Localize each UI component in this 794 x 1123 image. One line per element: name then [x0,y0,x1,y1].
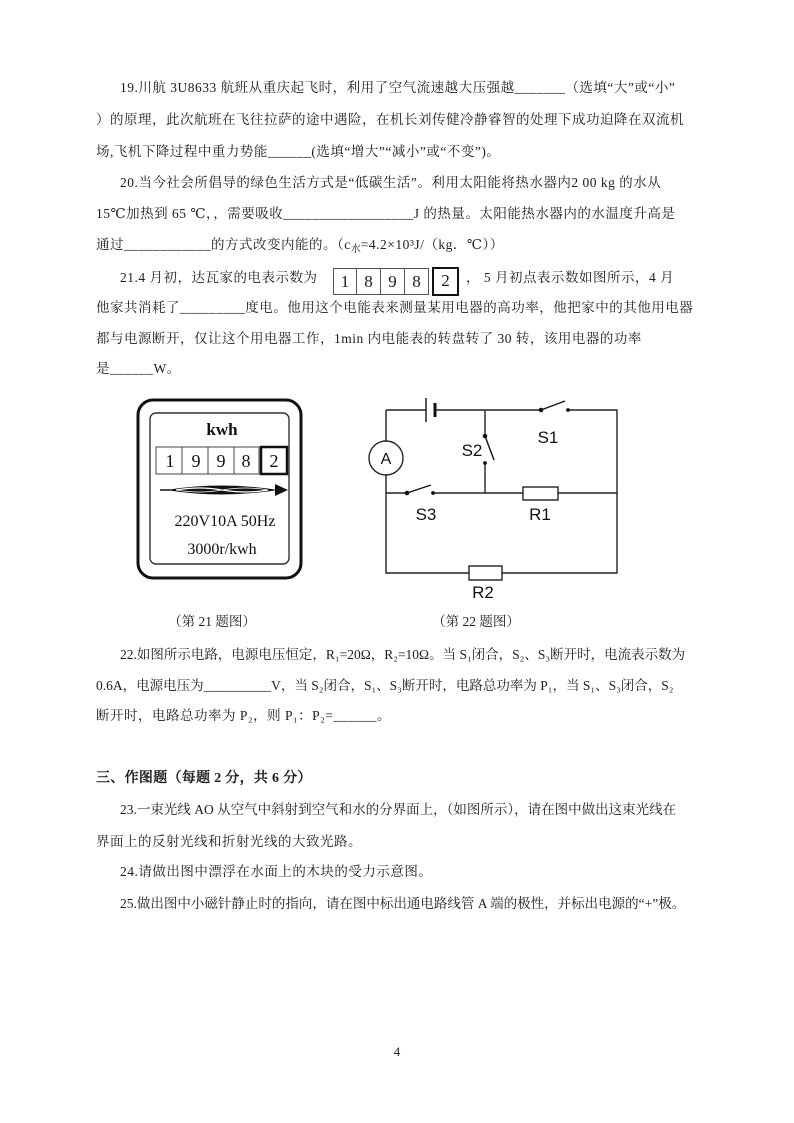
q21-line-2: 他家共消耗了_________度电。他用这个电能表来测量某用电器的高功率，他把家中的其他用电器 [96,300,694,315]
meter-constant-label: 3000r/kwh [187,541,257,558]
q22-line-2: 0.6A，电源电压为__________V，当 S₂闭合，S₁、S₃断开时，电路总功率为 P₁，当 S₁、S₃闭合，S₂ [96,678,674,693]
q23-line-1: 23.一束光线 AO 从空气中斜射到空气和水的分界面上，（如图所示），请在图中做出这束光线在 [120,802,677,817]
q20-line-2: 15℃加热到 65 ℃，，需要吸收__________________J 的热量。太阳能热水器内的水温度升高是 [96,206,676,221]
q21-line-1-end: ， 5 月初点表示数如图所示，4 月 [466,270,675,285]
electric-meter-figure [130,390,315,590]
resistor-r1-label: R1 [529,505,551,524]
resistor-r1-icon [523,487,558,500]
q21-line-4: 是______W。 [96,361,181,376]
ammeter-label: A [380,451,392,468]
q21-line-1-start: 21.4 月初，达瓦家的电表示数为 [120,270,318,285]
switch-s2-icon [483,434,494,464]
q19-line-3: 场,飞机下降过程中重力势能______(选填“增大”“减小”或“不变”)。 [96,144,501,159]
meter-rotation-arrow-icon [160,484,288,496]
figure-22-caption: （第 22 题图） [432,614,520,629]
q20-specific-heat-value: =4.2×10³J/（kg．℃）） [360,237,504,252]
meter-register [156,447,287,474]
reading-digit: 1 [333,268,357,295]
switch-s1-label: S1 [537,428,559,447]
q21-line-3: 都与电源断开，仅让这个用电器工作，1min 内电能表的转盘转了 30 转，该用电器的功率 [96,331,642,346]
meter-unit-label: kwh [206,420,238,439]
figure-21-caption: （第 21 题图） [168,614,256,629]
reading-digit: 9 [381,268,405,295]
circuit-diagram-figure [360,390,630,605]
meter-rating-label: 220V10A 50Hz [174,513,276,530]
q22-line-1: 22.如图所示电路，电源电压恒定，R₁=20Ω，R₂=10Ω。当 S₁闭合，S₂、S₃断开时，电流表示数为 [120,647,686,662]
battery-icon [426,398,435,422]
q24-line-1: 24.请做出图中漂浮在水面上的木块的受力示意图。 [120,864,433,879]
q25-line-1: 25.做出图中小磁针静止时的指向，请在图中标出通电路线管 A 端的极性，并标出电源的“+”极。 [120,896,686,911]
q19-line-1: 19.川航 3U8633 航班从重庆起飞时，利用了空气流速越大压强越_______（选填“大”或“小” [120,80,676,95]
q20-line-3-text: 通过____________的方式改变内能的。（c [96,237,351,252]
resistor-r2-label: R2 [472,583,494,602]
reading-digit: 8 [357,268,381,295]
switch-s1-icon [539,401,569,412]
page-number: 4 [393,1044,401,1059]
q19-line-2: ）的原理，此次航班在飞往拉萨的途中遇险，在机长刘传健冷静睿智的处理下成功迫降在双流机 [96,112,684,127]
q23-line-2: 界面上的反射光线和折射光线的大致光路。 [96,834,362,849]
resistor-r2-icon [469,566,502,580]
switch-s2-label: S2 [461,441,483,460]
switch-s3-label: S3 [415,505,437,524]
q22-line-3: 断开时，电路总功率为 P₂，则 P₁：P₂=______。 [96,708,392,723]
water-subscript: 水 [350,244,361,255]
section-3-heading: 三、作图题（每题 2 分，共 6 分） [96,771,312,786]
meter-digit: 1 [165,451,175,471]
reading-decimal-digit: 2 [432,267,459,296]
reading-digit: 8 [405,268,429,295]
meter-digit: 9 [191,451,201,471]
circuit-wires [386,410,617,573]
meter-decimal-digit: 2 [269,451,279,471]
meter-digit: 9 [216,451,226,471]
meter-digit: 8 [241,451,251,471]
q20-line-1: 20.当今社会所倡导的绿色生活方式是“低碳生活”。利用太阳能将热水器内2 00 kg 的水从 [120,175,662,190]
q20-line-3 [96,235,504,255]
start-meter-reading [333,266,459,297]
switch-s3-icon [405,485,434,495]
